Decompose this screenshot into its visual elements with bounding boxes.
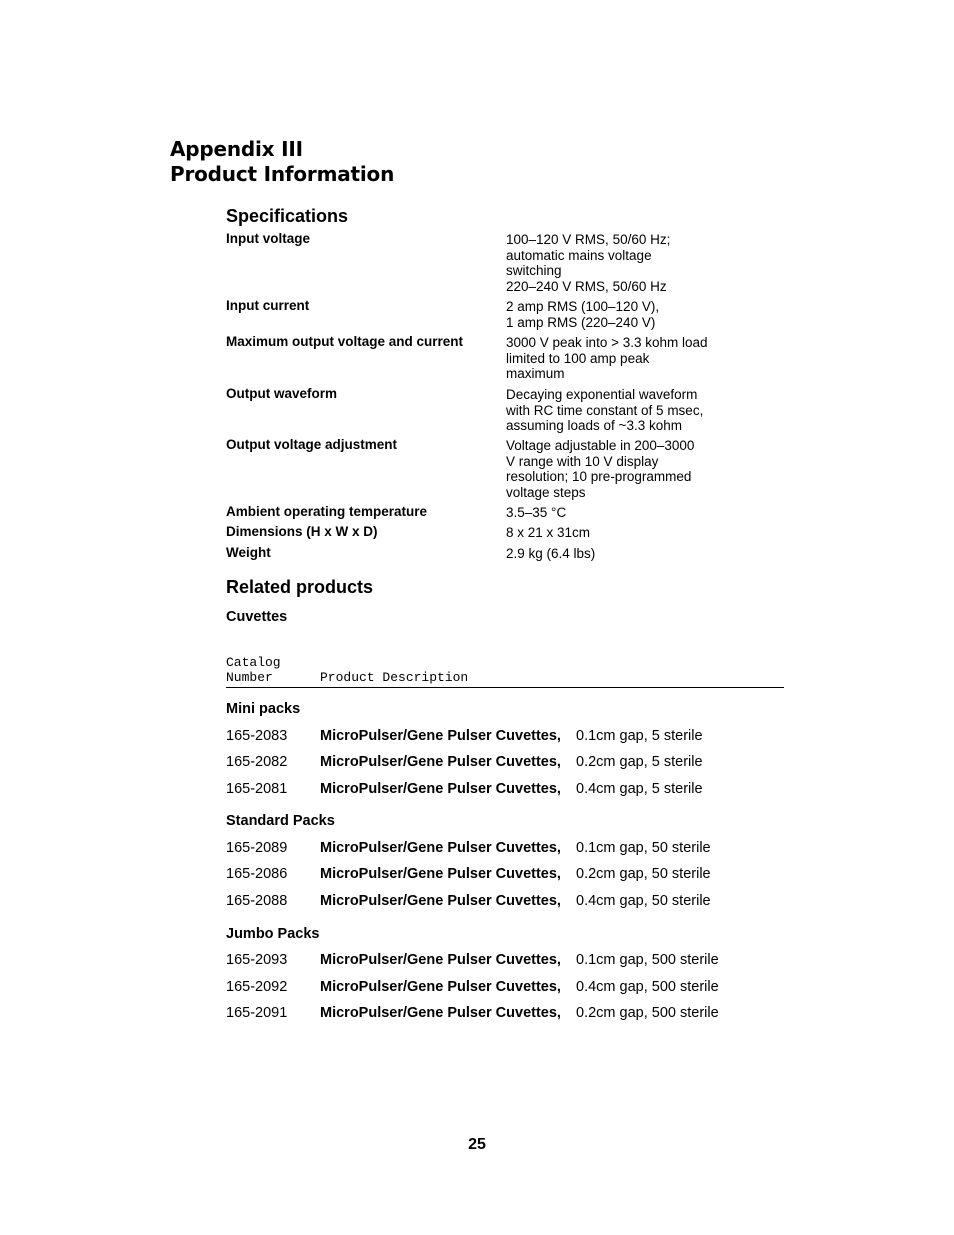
- catalog-number: 165-2089: [226, 840, 288, 856]
- spec-value-line: automatic mains voltage: [506, 247, 652, 263]
- spec-value-line: 1 amp RMS (220–240 V): [506, 314, 656, 330]
- spec-value-line: resolution; 10 pre-programmed: [506, 469, 692, 484]
- product-detail: 0.4cm gap, 5 sterile: [576, 781, 703, 797]
- product-name: MicroPulser/Gene Pulser Cuvettes,: [320, 1005, 561, 1021]
- spec-label: Maximum output voltage and current: [226, 334, 464, 349]
- spec-value-line: limited to 100 amp peak: [506, 350, 650, 366]
- title-line-2: Product Information: [170, 162, 395, 186]
- title-line-1: Appendix III: [170, 137, 303, 161]
- table-header-divider: [226, 687, 784, 688]
- catalog-number: 165-2092: [226, 979, 288, 995]
- catalog-number: 165-2093: [226, 952, 288, 968]
- related-products-heading: Related products: [226, 577, 374, 597]
- spec-value: [506, 387, 736, 434]
- spec-label: Dimensions (H x W x D): [226, 524, 378, 539]
- spec-value-line: V range with 10 V display: [506, 453, 659, 469]
- catalog-number-column-header: [226, 655, 281, 685]
- group-heading-standard-packs: Standard Packs: [226, 813, 335, 829]
- product-name: MicroPulser/Gene Pulser Cuvettes,: [320, 866, 561, 882]
- product-name: MicroPulser/Gene Pulser Cuvettes,: [320, 979, 561, 995]
- product-description-column-header: Product Description: [320, 670, 469, 685]
- product-detail: 0.2cm gap, 50 sterile: [576, 866, 711, 882]
- cuvettes-subheading: Cuvettes: [226, 609, 288, 625]
- spec-value-line: 2 amp RMS (100–120 V),: [506, 299, 660, 314]
- product-detail: 0.4cm gap, 50 sterile: [576, 893, 711, 909]
- spec-label: Input current: [226, 298, 310, 313]
- spec-value-line: with RC time constant of 5 msec,: [506, 402, 704, 418]
- product-detail: 0.2cm gap, 500 sterile: [576, 1005, 719, 1021]
- spec-value-line: Decaying exponential waveform: [506, 387, 698, 402]
- catalog-number: 165-2081: [226, 781, 288, 797]
- spec-value: [506, 335, 736, 382]
- product-detail: 0.1cm gap, 500 sterile: [576, 952, 719, 968]
- group-heading-mini-packs: Mini packs: [226, 701, 301, 717]
- spec-value-line: 100–120 V RMS, 50/60 Hz;: [506, 232, 671, 247]
- product-detail: 0.1cm gap, 5 sterile: [576, 728, 703, 744]
- page-number: 25: [468, 1136, 486, 1153]
- spec-value-line: voltage steps: [506, 484, 586, 500]
- spec-value-line: maximum: [506, 366, 565, 381]
- spec-label: Ambient operating temperature: [226, 504, 428, 519]
- product-detail: 0.1cm gap, 50 sterile: [576, 840, 711, 856]
- spec-value-line: assuming loads of ~3.3 kohm: [506, 418, 682, 433]
- catalog-number: 165-2082: [226, 754, 288, 770]
- product-detail: 0.2cm gap, 5 sterile: [576, 754, 703, 770]
- page-title: [170, 137, 394, 187]
- spec-label: Output voltage adjustment: [226, 437, 398, 452]
- spec-value-line: 2.9 kg (6.4 lbs): [506, 546, 596, 561]
- product-name: MicroPulser/Gene Pulser Cuvettes,: [320, 952, 561, 968]
- catalog-number: 165-2086: [226, 866, 288, 882]
- spec-label: Input voltage: [226, 231, 310, 246]
- catalog-number: 165-2091: [226, 1005, 288, 1021]
- spec-value-line: switching: [506, 263, 562, 278]
- product-name: MicroPulser/Gene Pulser Cuvettes,: [320, 728, 561, 744]
- spec-label: Output waveform: [226, 386, 338, 401]
- spec-value: [506, 232, 736, 294]
- product-name: MicroPulser/Gene Pulser Cuvettes,: [320, 840, 561, 856]
- column-header-line: Catalog: [226, 655, 281, 670]
- spec-value: [506, 299, 736, 330]
- spec-value: [506, 438, 736, 500]
- group-heading-jumbo-packs: Jumbo Packs: [226, 926, 320, 942]
- product-detail: 0.4cm gap, 500 sterile: [576, 979, 719, 995]
- spec-value-line: 220–240 V RMS, 50/60 Hz: [506, 278, 667, 294]
- spec-value: [506, 546, 736, 562]
- spec-value-line: Voltage adjustable in 200–3000: [506, 438, 695, 453]
- spec-value-line: 3000 V peak into > 3.3 kohm load: [506, 335, 708, 350]
- spec-value-line: 3.5–35 °C: [506, 505, 567, 520]
- product-name: MicroPulser/Gene Pulser Cuvettes,: [320, 754, 561, 770]
- product-name: MicroPulser/Gene Pulser Cuvettes,: [320, 893, 561, 909]
- spec-value: [506, 525, 736, 541]
- product-name: MicroPulser/Gene Pulser Cuvettes,: [320, 781, 561, 797]
- catalog-number: 165-2088: [226, 893, 288, 909]
- spec-value-line: 8 x 21 x 31cm: [506, 525, 591, 540]
- spec-label: Weight: [226, 545, 271, 560]
- column-header-line: Number: [226, 670, 273, 685]
- spec-value: [506, 505, 736, 521]
- specifications-heading: Specifications: [226, 206, 349, 226]
- catalog-number: 165-2083: [226, 728, 288, 744]
